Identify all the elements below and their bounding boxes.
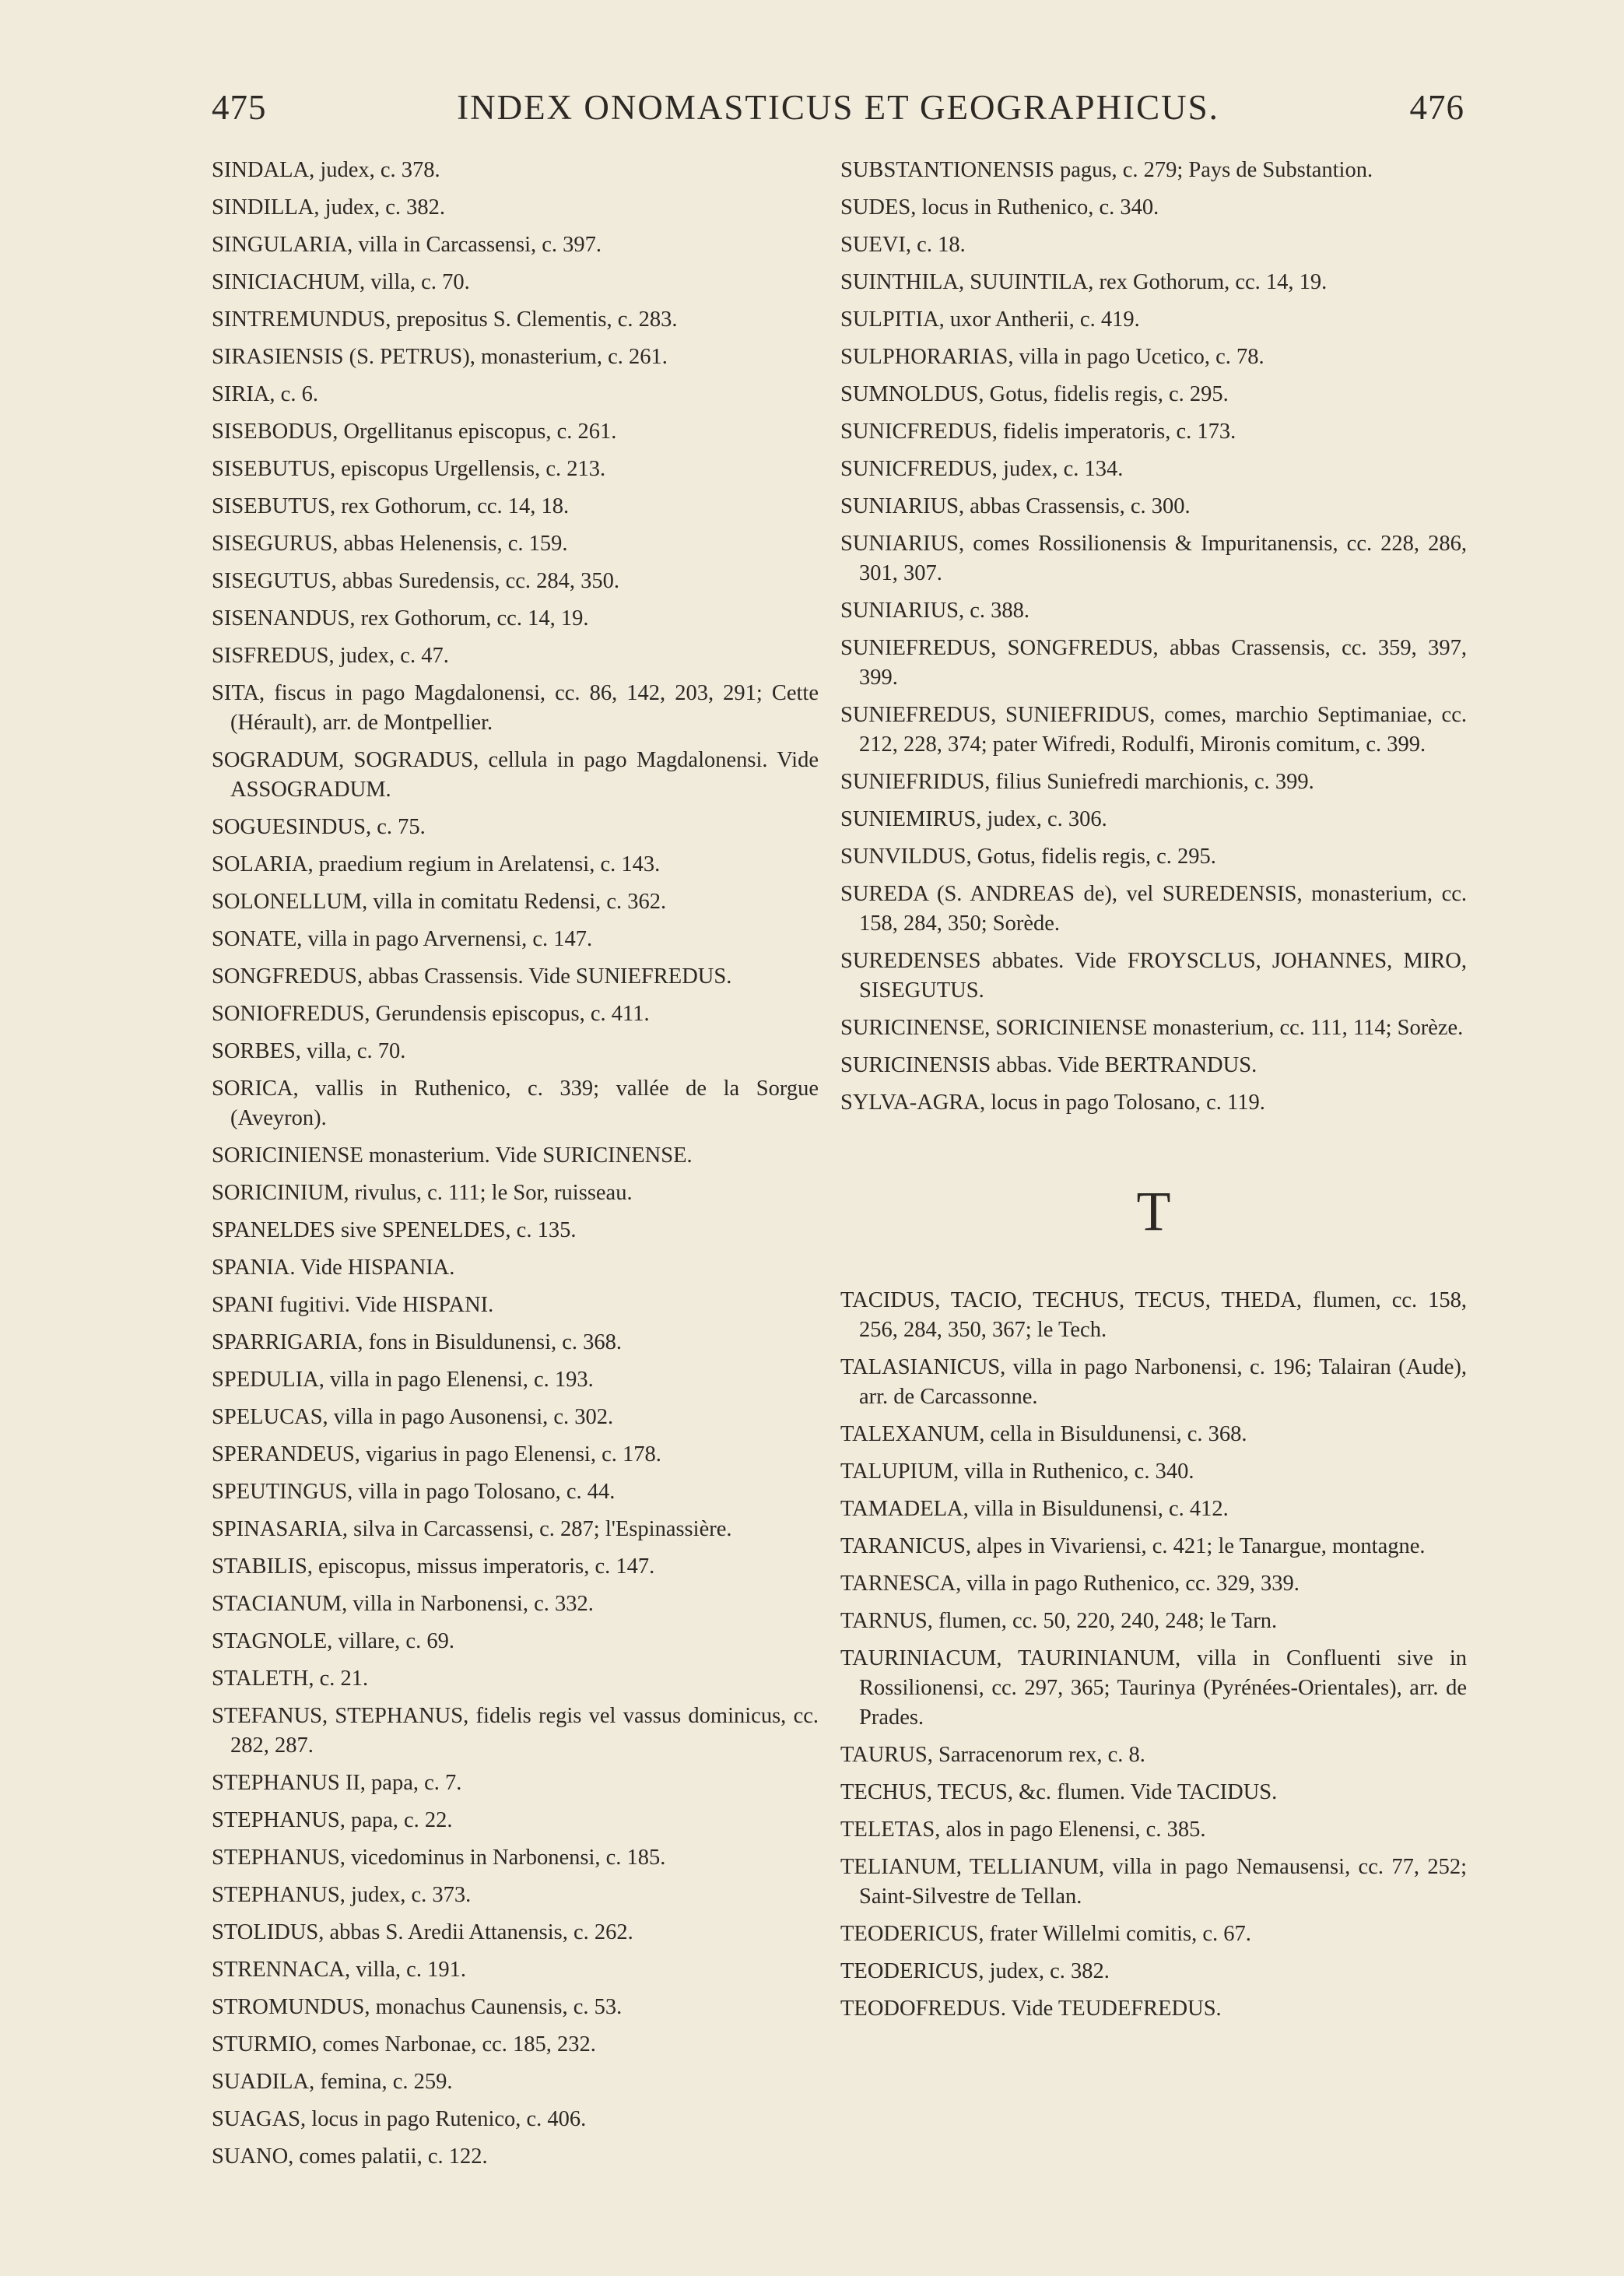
index-entry: SISEBODUS, Orgellitanus episcopus, c. 261. [212,420,617,444]
index-entry: SONGFREDUS, abbas Crassensis. Vide SUNIEFREDUS. [212,964,732,989]
index-section-t [840,1286,1467,2024]
index-entry: SISEBUTUS, rex Gothorum, cc. 14, 18. [212,494,570,518]
index-entry: TECHUS, TECUS, &c. flumen. Vide TACIDUS. [840,1780,1278,1804]
index-entry: SPARRIGARIA, fons in Bisuldunensi, c. 368. [212,1330,623,1354]
index-entry: SPANIA. Vide HISPANIA. [212,1256,455,1280]
index-entry: SPANI fugitivi. Vide HISPANI. [212,1293,494,1317]
index-entry: TALUPIUM, villa in Ruthenico, c. 340. [840,1459,1194,1484]
index-entry: TAURUS, Sarracenorum rex, c. 8. [840,1743,1145,1767]
page-number-right: 476 [1409,88,1464,127]
index-entry: STALETH, c. 21. [212,1667,369,1691]
index-entry: TELETAS, alos in pago Elenensi, c. 385. [840,1818,1206,1842]
index-column-left [212,156,819,2179]
index-entry: SISEGUTUS, abbas Suredensis, cc. 284, 350. [212,569,620,593]
index-entry: SORICA, vallis in Ruthenico, c. 339; vallée de la Sorgue (Aveyron). [212,1077,819,1130]
index-entry: SITA, fiscus in pago Magdalonensi, cc. 86, 142, 203, 291; Cette (Hérault), arr. de Montpellier. [212,681,819,735]
index-entry: TALEXANUM, cella in Bisuldunensi, c. 368. [840,1422,1247,1446]
index-entry: TACIDUS, TACIO, TECHUS, TECUS, THEDA, flumen, cc. 158, 256, 284, 350, 367; le Tech. [840,1288,1467,1342]
index-entry: SIRASIENSIS (S. PETRUS), monasterium, c. 261. [212,345,668,369]
index-entry: TALASIANICUS, villa in pago Narbonensi, c. 196; Talairan (Aude), arr. de Carcassonne. [840,1355,1467,1409]
index-entry: SINGULARIA, villa in Carcassensi, c. 397. [212,233,602,257]
index-entry: SISENANDUS, rex Gothorum, cc. 14, 19. [212,606,589,630]
index-entry: SPANELDES sive SPENELDES, c. 135. [212,1218,577,1242]
index-entry: STACIANUM, villa in Narbonensi, c. 332. [212,1592,594,1616]
index-entry: SUNVILDUS, Gotus, fidelis regis, c. 295. [840,845,1216,869]
index-entry: SISFREDUS, judex, c. 47. [212,644,449,668]
index-entry: SUNIEFRIDUS, filius Suniefredi marchionis, c. 399. [840,770,1314,794]
index-entry: SUANO, comes palatii, c. 122. [212,2144,488,2169]
page-title: INDEX ONOMASTICUS ET GEOGRAPHICUS. [457,88,1219,127]
index-entry: SUNICFREDUS, fidelis imperatoris, c. 173. [840,420,1236,444]
index-entry: TAURINIACUM, TAURINIANUM, villa in Confluenti sive in Rossilionensi, cc. 297, 365; Taurinya (Pyrénées-Orientales), arr. de Prades. [840,1646,1467,1730]
index-entry: SPELUCAS, villa in pago Ausonensi, c. 302. [212,1405,614,1429]
index-entry: SPEDULIA, villa in pago Elenensi, c. 193. [212,1368,594,1392]
index-entry: STEPHANUS, judex, c. 373. [212,1883,472,1907]
index-entry: SUNIARIUS, c. 388. [840,599,1030,623]
index-entry: SURICINENSIS abbas. Vide BERTRANDUS. [840,1053,1257,1077]
index-entry: SUNIEMIRUS, judex, c. 306. [840,807,1107,831]
index-entry: SUDES, locus in Ruthenico, c. 340. [840,195,1159,220]
index-entry: STEPHANUS II, papa, c. 7. [212,1771,462,1795]
index-entry: SULPHORARIAS, villa in pago Ucetico, c. 78. [840,345,1264,369]
index-entry: SORICINIUM, rivulus, c. 111; le Sor, ruisseau. [212,1181,633,1205]
index-entry: TARANICUS, alpes in Vivariensi, c. 421; le Tanargue, montagne. [840,1534,1426,1558]
index-entry: STEPHANUS, papa, c. 22. [212,1808,453,1832]
index-entry: SOLONELLUM, villa in comitatu Redensi, c. 362. [212,890,667,914]
index-entry: TARNUS, flumen, cc. 50, 220, 240, 248; le Tarn. [840,1609,1278,1633]
index-entry: TEODERICUS, judex, c. 382. [840,1959,1110,1983]
index-entry: TARNESCA, villa in pago Ruthenico, cc. 329, 339. [840,1572,1300,1596]
index-entry: SUREDA (S. ANDREAS de), vel SUREDENSIS, monasterium, cc. 158, 284, 350; Sorède. [840,882,1467,936]
index-entry: SUNIARIUS, comes Rossilionensis & Impuritanensis, cc. 228, 286, 301, 307. [840,532,1467,585]
index-entry: SORICINIENSE monasterium. Vide SURICINENSE. [212,1143,693,1168]
index-entry: SONIOFREDUS, Gerundensis episcopus, c. 411. [212,1002,650,1026]
index-entry: SYLVA-AGRA, locus in pago Tolosano, c. 119. [840,1091,1265,1115]
index-entry: SUMNOLDUS, Gotus, fidelis regis, c. 295. [840,382,1229,406]
index-entry: STROMUNDUS, monachus Caunensis, c. 53. [212,1995,623,2019]
index-entry: SUREDENSES abbates. Vide FROYSCLUS, JOHANNES, MIRO, SISEGUTUS. [840,949,1467,1003]
index-entry: SULPITIA, uxor Antherii, c. 419. [840,307,1140,332]
index-entry: SOLARIA, praedium regium in Arelatensi, c. 143. [212,852,661,876]
index-entry: SINDILLA, judex, c. 382. [212,195,445,220]
index-entry: SUNIEFREDUS, SONGFREDUS, abbas Crassensis, cc. 359, 397, 399. [840,636,1467,690]
index-entry: SUEVI, c. 18. [840,233,966,257]
index-entry: SUNIEFREDUS, SUNIEFRIDUS, comes, marchio Septimaniae, cc. 212, 228, 374; pater Wifredi, Rodulfi, Mironis comitum, c. 399. [840,703,1467,757]
index-entry: SINTREMUNDUS, prepositus S. Clementis, c. 283. [212,307,678,332]
index-entry: SUINTHILA, SUUINTILA, rex Gothorum, cc. 14, 19. [840,270,1328,294]
section-letter-heading: T [1136,1180,1171,1242]
page-number-left: 475 [212,88,267,127]
page-header [212,87,1464,149]
index-entry: STEFANUS, STEPHANUS, fidelis regis vel vassus dominicus, cc. 282, 287. [212,1704,819,1758]
index-entry: TELIANUM, TELLIANUM, villa in pago Nemausensi, cc. 77, 252; Saint-Silvestre de Tellan. [840,1855,1467,1909]
index-entry: SORBES, villa, c. 70. [212,1039,406,1063]
index-entry: SUADILA, femina, c. 259. [212,2070,453,2094]
index-column-right [840,156,1467,2032]
index-entry: STABILIS, episcopus, missus imperatoris, c. 147. [212,1554,655,1579]
index-entry: SPERANDEUS, vigarius in pago Elenensi, c. 178. [212,1442,661,1466]
index-entry: SINICIACHUM, villa, c. 70. [212,270,470,294]
index-entry: TAMADELA, villa in Bisuldunensi, c. 412. [840,1497,1229,1521]
index-entry: SURICINENSE, SORICINIENSE monasterium, cc. 111, 114; Sorèze. [840,1016,1464,1040]
index-entry: STURMIO, comes Narbonae, cc. 185, 232. [212,2032,596,2056]
index-entry: SISEBUTUS, episcopus Urgellensis, c. 213. [212,457,606,481]
index-entry: SPINASARIA, silva in Carcassensi, c. 287; l'Espinassière. [212,1517,732,1541]
index-entry: SPEUTINGUS, villa in pago Tolosano, c. 44. [212,1480,616,1504]
index-entry: STEPHANUS, vicedominus in Narbonensi, c. 185. [212,1846,666,1870]
index-entry: SUBSTANTIONENSIS pagus, c. 279; Pays de Substantion. [840,158,1373,182]
index-entry: STOLIDUS, abbas S. Aredii Attanensis, c. 262. [212,1920,633,1944]
index-section-s [840,156,1467,1118]
index-entry: SINDALA, judex, c. 378. [212,158,440,182]
index-entry: SIRIA, c. 6. [212,382,318,406]
index-entry: SUNIARIUS, abbas Crassensis, c. 300. [840,494,1191,518]
index-entry: SUAGAS, locus in pago Rutenico, c. 406. [212,2107,587,2131]
index-entry: TEODERICUS, frater Willelmi comitis, c. 67. [840,1922,1251,1946]
index-entry: STRENNACA, villa, c. 191. [212,1958,466,1982]
index-entry: TEODOFREDUS. Vide TEUDEFREDUS. [840,1997,1222,2021]
index-entry: SOGUESINDUS, c. 75. [212,815,426,839]
index-entry: SUNICFREDUS, judex, c. 134. [840,457,1124,481]
index-entry: STAGNOLE, villare, c. 69. [212,1629,454,1653]
index-entry: SOGRADUM, SOGRADUS, cellula in pago Magdalonensi. Vide ASSOGRADUM. [212,748,819,802]
index-entry: SONATE, villa in pago Arvernensi, c. 147. [212,927,593,951]
index-entry: SISEGURUS, abbas Helenensis, c. 159. [212,532,568,556]
